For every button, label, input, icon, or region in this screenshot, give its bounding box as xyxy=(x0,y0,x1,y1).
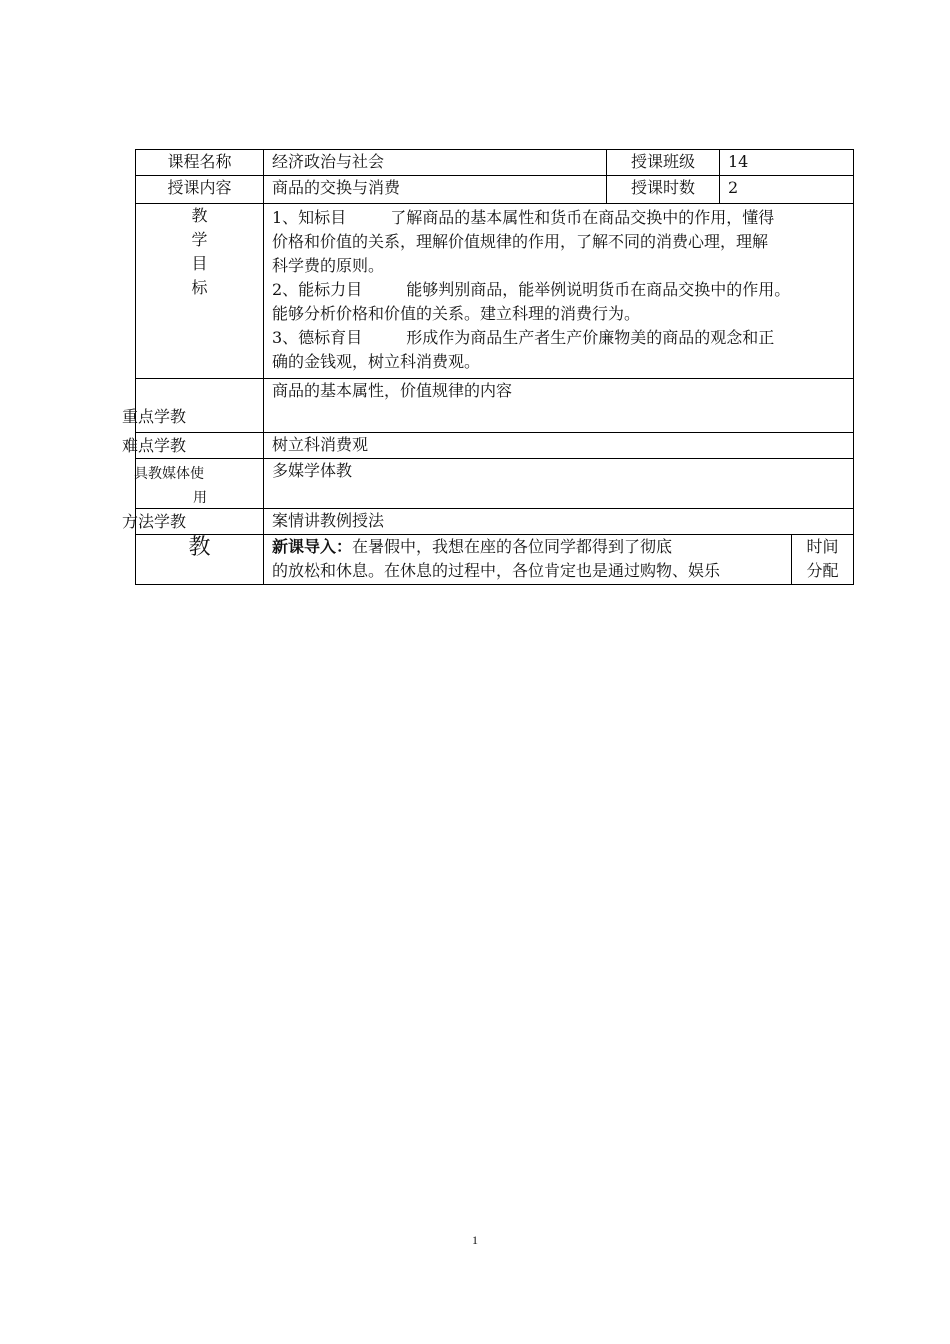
goals-label: 教 学 目 标 xyxy=(136,204,264,379)
hours-label: 授课时数 xyxy=(607,176,720,204)
class-value: 14 xyxy=(720,150,854,176)
course-name-value: 经济政治与社会 xyxy=(264,150,607,176)
difficulty-row xyxy=(136,433,854,459)
key-points-value: 商品的基本属性，价值规律的内容 xyxy=(264,379,854,433)
page-number: 1 xyxy=(472,1233,478,1247)
method-row xyxy=(136,509,854,535)
key-points-label: 重点学教 xyxy=(122,407,187,426)
content-row xyxy=(136,176,854,204)
media-label-cell xyxy=(136,459,264,509)
method-value: 案情讲教例授法 xyxy=(264,509,854,535)
goals-content: 1、知标目 了解商品的基本属性和货币在商品交换中的作用，懂得 价格和价值的关系，理解价值规律的作用，了解不同的消费心理，理解 科学费的原则。 2、能标力目 能够判别商品，能举例说明货币在商品交换中的作用。 能够分析价格和价值的关系。建立科理的消费行为。 3、德标育目 形成作为商品生产者生产价廉物美的商品的观念和正 确的金钱观，树立科消费观。 xyxy=(264,204,854,379)
media-label-line2: 用 xyxy=(193,490,207,506)
difficulty-label: 难点学教 xyxy=(122,436,187,455)
content-label: 授课内容 xyxy=(136,176,264,204)
goal-ability: 2、能标力目 能够判别商品，能举例说明货币在商品交换中的作用。 xyxy=(272,280,791,299)
method-label: 方法学教 xyxy=(122,512,187,531)
media-value: 多媒学体教 xyxy=(264,459,854,509)
course-name-row xyxy=(136,150,854,176)
media-label-line1: 具教媒体使 xyxy=(134,466,204,482)
intro-text-1: 在暑假中，我想在座的各位同学都得到了彻底 xyxy=(352,537,673,556)
course-name-label: 课程名称 xyxy=(136,150,264,176)
hours-value: 2 xyxy=(720,176,854,204)
process-row xyxy=(136,535,854,585)
key-points-row xyxy=(136,379,854,433)
content-value: 商品的交换与消费 xyxy=(264,176,607,204)
lesson-plan-sheet xyxy=(122,149,853,585)
intro-text-2: 的放松和休息。在休息的过程中，各位肯定也是通过购物、娱乐 xyxy=(272,561,721,580)
class-label: 授课班级 xyxy=(607,150,720,176)
intro-content xyxy=(264,535,792,585)
lesson-plan-table xyxy=(122,149,854,585)
goal-knowledge: 1、知标目 了解商品的基本属性和货币在商品交换中的作用，懂得 xyxy=(272,208,775,227)
goal-moral: 3、德标育目 形成作为商品生产者生产价廉物美的商品的观念和正 xyxy=(272,328,775,347)
difficulty-value: 树立科消费观 xyxy=(264,433,854,459)
time-allocation-label: 时间 分配 xyxy=(792,535,854,585)
media-row xyxy=(136,459,854,509)
process-label: 教 xyxy=(136,535,264,585)
goals-row xyxy=(136,204,854,379)
difficulty-label-cell xyxy=(122,433,264,459)
intro-title: 新课导入： xyxy=(272,537,353,556)
method-label-cell xyxy=(122,509,264,535)
key-points-label-cell xyxy=(122,379,264,433)
